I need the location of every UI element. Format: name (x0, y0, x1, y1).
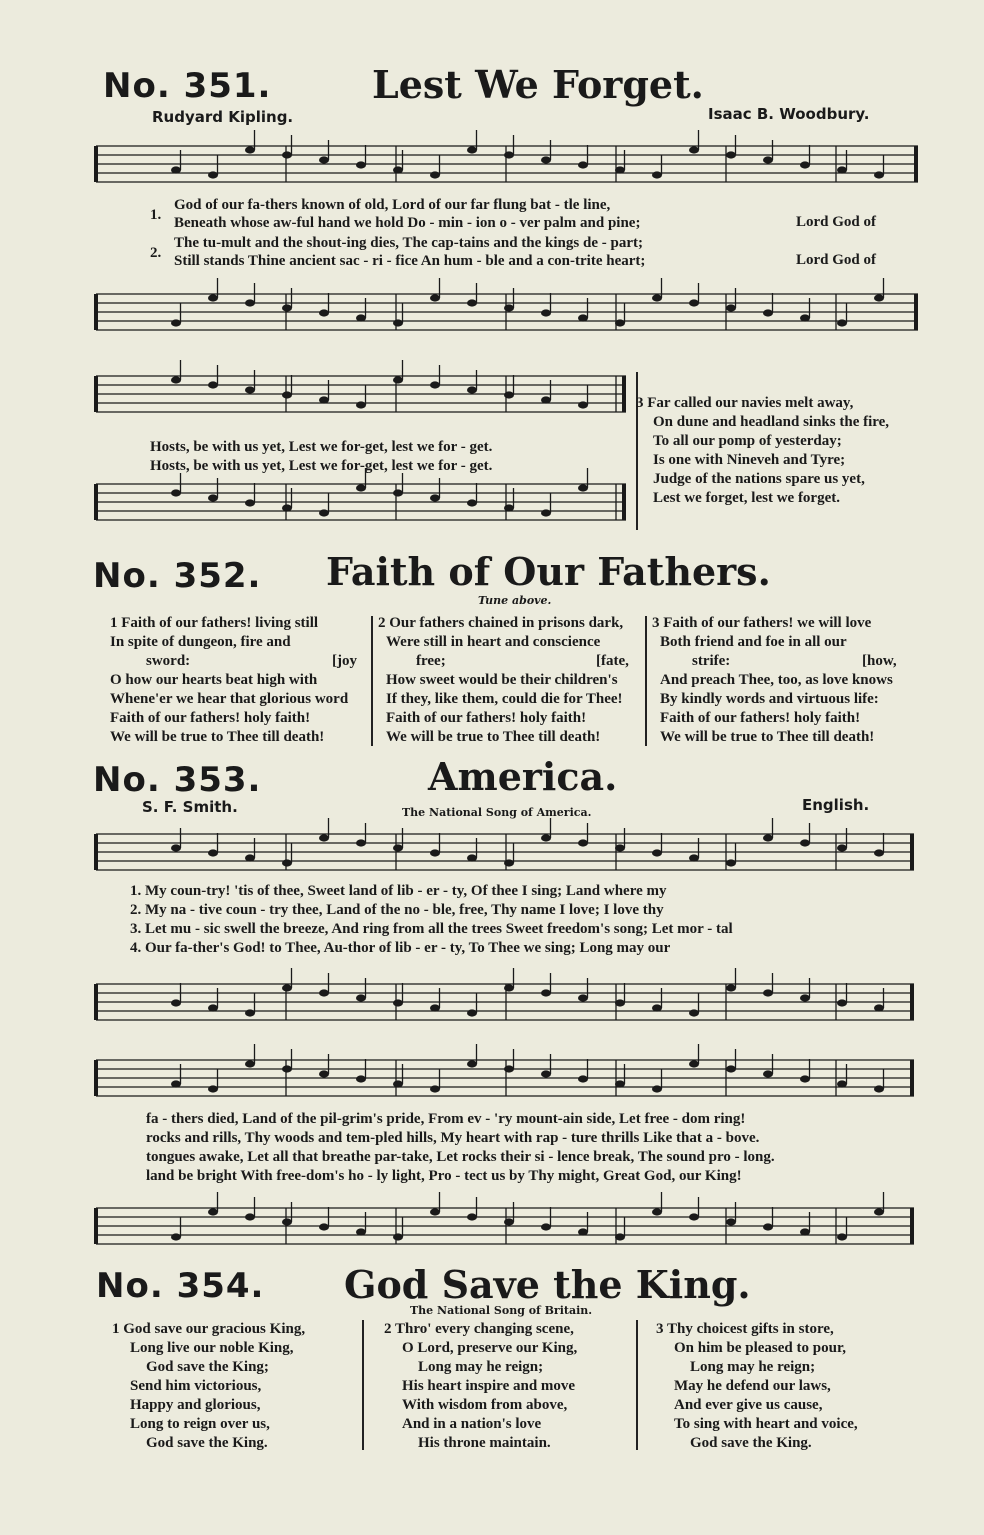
note-head (874, 294, 884, 301)
note-head (208, 1085, 218, 1092)
note-head (282, 151, 292, 158)
hymn-353-subtitle: The National Song of America. (402, 806, 592, 819)
staff-brace (94, 834, 98, 870)
note-head (652, 849, 662, 856)
note-head (467, 1213, 477, 1220)
note-head (541, 989, 551, 996)
note-head (800, 1228, 810, 1235)
note-head (430, 381, 440, 388)
note-head (356, 484, 366, 491)
hymn-352-title: Faith of Our Fathers. (326, 549, 771, 594)
note-head (245, 1060, 255, 1067)
note-head (837, 999, 847, 1006)
final-bar (910, 1208, 914, 1244)
hymn-352-number: No. 352. (93, 556, 262, 596)
hymn-351-refrain-2: Hosts, be with us yet, Lest we for-get, lest we for - get. (150, 458, 493, 474)
hymn-353-bass-staff-1 (96, 978, 914, 1028)
note-head (874, 1085, 884, 1092)
note-head (763, 834, 773, 841)
hymn-351-refrain-1: Hosts, be with us yet, Lest we for-get, lest we for - get. (150, 439, 493, 455)
hymn-351-number: No. 351. (103, 66, 272, 106)
hymn-351-treble-staff-1 (96, 140, 918, 190)
divider (636, 1320, 638, 1450)
note-head (578, 401, 588, 408)
final-bar (910, 1060, 914, 1096)
note-head (430, 294, 440, 301)
note-head (578, 1228, 588, 1235)
note-head (652, 171, 662, 178)
final-bar (622, 376, 626, 412)
note-head (171, 166, 181, 173)
note-head (763, 1223, 773, 1230)
final-bar (622, 484, 626, 520)
note-head (874, 1208, 884, 1215)
note-head (430, 1004, 440, 1011)
hymn-353-treble-staff-1 (96, 828, 914, 878)
note-head (874, 171, 884, 178)
note-head (837, 166, 847, 173)
hymn-351-composer: Isaac B. Woodbury. (708, 105, 870, 123)
note-head (504, 1065, 514, 1072)
hymn-351-title: Lest We Forget. (372, 62, 704, 107)
final-bar (914, 146, 918, 182)
note-head (282, 304, 292, 311)
note-head (208, 381, 218, 388)
note-head (208, 171, 218, 178)
note-head (541, 156, 551, 163)
note-head (800, 994, 810, 1001)
note-head (208, 494, 218, 501)
note-head (467, 146, 477, 153)
note-head (171, 376, 181, 383)
note-head (282, 984, 292, 991)
note-head (726, 984, 736, 991)
note-head (541, 309, 551, 316)
hymn-353-title: America. (428, 754, 618, 799)
note-head (837, 844, 847, 851)
note-head (430, 1208, 440, 1215)
note-head (356, 161, 366, 168)
note-head (393, 489, 403, 496)
note-head (430, 171, 440, 178)
note-head (615, 999, 625, 1006)
note-head (652, 1004, 662, 1011)
note-head (504, 984, 514, 991)
note-head (578, 1075, 588, 1082)
hymn-353-number: No. 353. (93, 760, 262, 800)
note-head (245, 299, 255, 306)
note-head (393, 999, 403, 1006)
note-head (467, 299, 477, 306)
hymn-351-bass-staff-2 (96, 478, 626, 528)
note-head (319, 509, 329, 516)
divider (371, 616, 373, 746)
hymn-352-note: Tune above. (478, 594, 552, 607)
note-head (282, 1065, 292, 1072)
note-head (245, 499, 255, 506)
note-head (356, 1075, 366, 1082)
note-head (578, 994, 588, 1001)
note-head (393, 844, 403, 851)
note-head (171, 319, 181, 326)
note-head (578, 314, 588, 321)
note-head (393, 319, 403, 326)
note-head (430, 849, 440, 856)
note-head (467, 499, 477, 506)
note-head (467, 1009, 477, 1016)
note-head (763, 156, 773, 163)
note-head (282, 504, 292, 511)
note-head (689, 1009, 699, 1016)
hymn-354-title: God Save the King. (344, 1262, 751, 1307)
final-bar (914, 294, 918, 330)
note-head (430, 494, 440, 501)
note-head (319, 309, 329, 316)
note-head (504, 1218, 514, 1225)
note-head (763, 989, 773, 996)
note-head (541, 834, 551, 841)
note-head (393, 1233, 403, 1240)
divider (645, 616, 647, 746)
note-head (245, 854, 255, 861)
note-head (467, 1060, 477, 1067)
note-head (837, 1080, 847, 1087)
note-head (652, 1208, 662, 1215)
note-head (726, 151, 736, 158)
note-head (208, 1004, 218, 1011)
hymn-354-subtitle: The National Song of Britain. (410, 1304, 593, 1317)
note-head (282, 859, 292, 866)
hymn-351-v2-tail: Lord God of (796, 252, 877, 268)
note-head (356, 1228, 366, 1235)
note-head (319, 156, 329, 163)
note-head (837, 319, 847, 326)
note-head (319, 834, 329, 841)
note-head (541, 1070, 551, 1077)
note-head (726, 1218, 736, 1225)
note-head (615, 1233, 625, 1240)
note-head (356, 994, 366, 1001)
staff-brace (94, 1060, 98, 1096)
note-head (689, 1060, 699, 1067)
staff-brace (94, 984, 98, 1020)
note-head (874, 849, 884, 856)
note-head (763, 1070, 773, 1077)
note-head (541, 1223, 551, 1230)
note-head (578, 839, 588, 846)
note-head (282, 391, 292, 398)
hymn-353-author: S. F. Smith. (142, 798, 238, 816)
note-head (578, 484, 588, 491)
note-head (689, 854, 699, 861)
hymn-353-treble-staff-2 (96, 1054, 914, 1104)
note-head (245, 1009, 255, 1016)
note-head (356, 401, 366, 408)
note-head (245, 386, 255, 393)
note-head (689, 146, 699, 153)
hymn-351-v1-num: 1. (150, 207, 162, 223)
note-head (615, 166, 625, 173)
note-head (356, 314, 366, 321)
staff-brace (94, 294, 98, 330)
note-head (393, 1080, 403, 1087)
hymn-351-v1-line2: Beneath whose aw-ful hand we hold Do - min - ion o - ver palm and pine; (174, 215, 641, 231)
note-head (245, 146, 255, 153)
note-head (615, 1080, 625, 1087)
note-head (615, 319, 625, 326)
note-head (208, 849, 218, 856)
note-head (467, 386, 477, 393)
note-head (541, 396, 551, 403)
note-head (245, 1213, 255, 1220)
note-head (208, 294, 218, 301)
note-head (504, 859, 514, 866)
note-head (171, 844, 181, 851)
note-head (208, 1208, 218, 1215)
note-head (578, 161, 588, 168)
note-head (874, 1004, 884, 1011)
note-head (689, 1213, 699, 1220)
note-head (652, 1085, 662, 1092)
hymn-351-treble-staff-2 (96, 370, 626, 420)
note-head (430, 1085, 440, 1092)
staff-brace (94, 1208, 98, 1244)
note-head (504, 391, 514, 398)
note-head (504, 504, 514, 511)
hymn-351-author: Rudyard Kipling. (152, 108, 294, 126)
final-bar (910, 834, 914, 870)
note-head (171, 489, 181, 496)
note-head (282, 1218, 292, 1225)
note-head (652, 294, 662, 301)
note-head (726, 304, 736, 311)
hymn-353-bass-staff-2 (96, 1202, 914, 1252)
final-bar (910, 984, 914, 1020)
note-head (319, 989, 329, 996)
staff-brace (94, 146, 98, 182)
note-head (319, 396, 329, 403)
note-head (504, 304, 514, 311)
note-head (319, 1223, 329, 1230)
note-head (726, 859, 736, 866)
hymn-354-number: No. 354. (96, 1266, 265, 1306)
note-head (319, 1070, 329, 1077)
note-head (171, 999, 181, 1006)
note-head (171, 1080, 181, 1087)
note-head (615, 844, 625, 851)
note-head (393, 376, 403, 383)
note-head (763, 309, 773, 316)
staff-brace (94, 484, 98, 520)
note-head (800, 161, 810, 168)
hymn-353-composer: English. (802, 796, 870, 814)
hymn-351-bass-staff-1 (96, 288, 918, 338)
note-head (800, 314, 810, 321)
note-head (800, 839, 810, 846)
note-head (504, 151, 514, 158)
divider (362, 1320, 364, 1450)
note-head (467, 854, 477, 861)
note-head (800, 1075, 810, 1082)
note-head (393, 166, 403, 173)
note-head (837, 1233, 847, 1240)
note-head (356, 839, 366, 846)
hymn-351-v2-line2: Still stands Thine ancient sac - ri - fice An hum - ble and a con-trite heart; (174, 253, 646, 269)
note-head (541, 509, 551, 516)
note-head (689, 299, 699, 306)
hymn-351-v1-tail: Lord God of (796, 214, 877, 230)
staff-brace (94, 376, 98, 412)
note-head (171, 1233, 181, 1240)
note-head (726, 1065, 736, 1072)
